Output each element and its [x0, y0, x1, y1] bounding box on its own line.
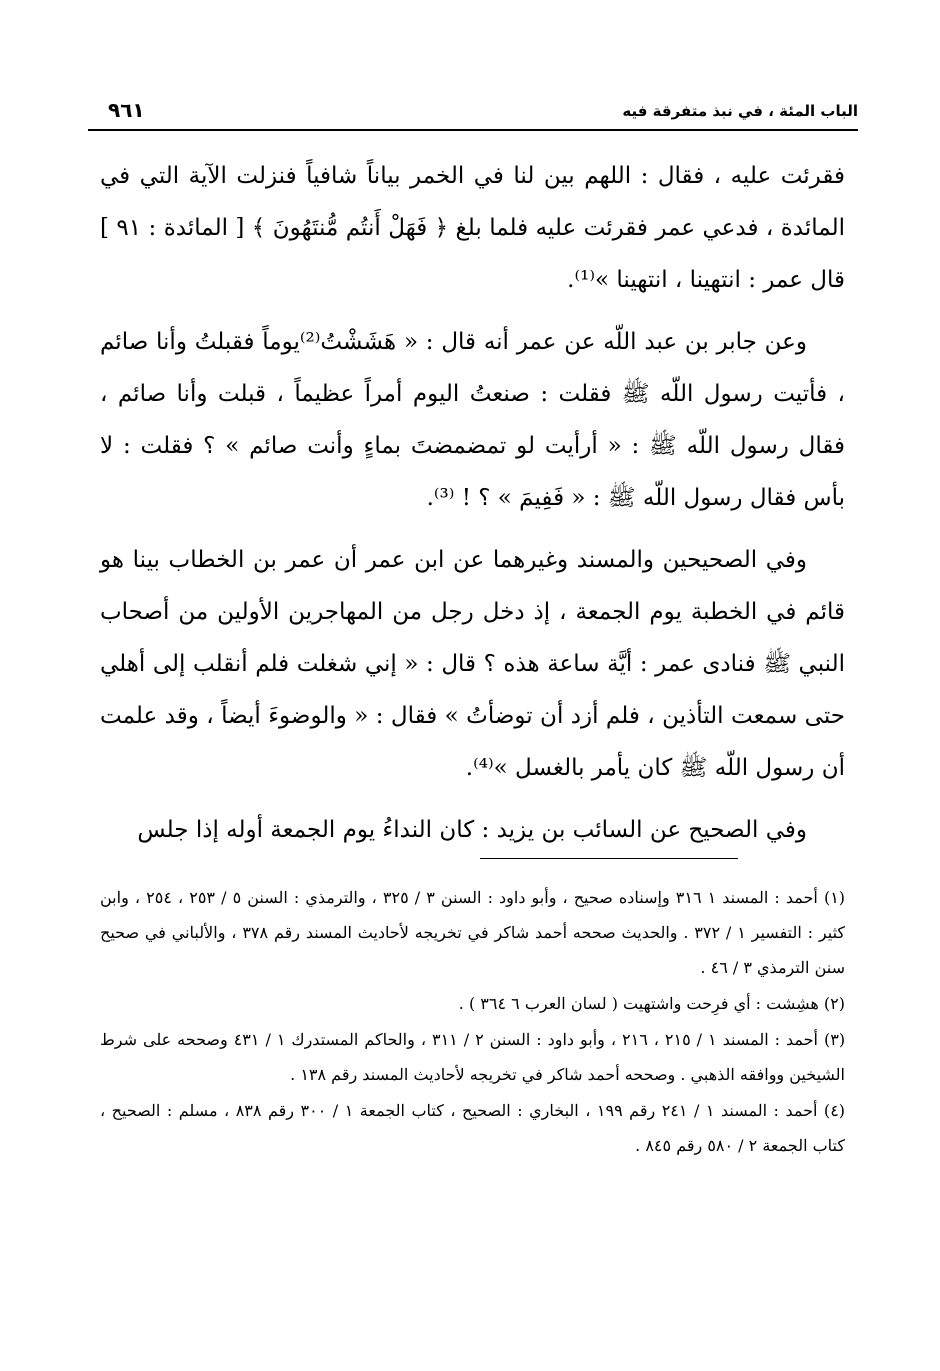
running-header — [88, 96, 858, 126]
main-text — [100, 150, 845, 866]
footnote-divider — [480, 858, 738, 859]
page-number: ٩٦١ — [108, 98, 145, 122]
paragraph: فقرئت عليه ، فقال : اللهم بين لنا في الخمر بياناً شافياً فنزلت الآية التي في المائدة ، فدعي عمر فقرئت عليه فلما بلغ ﴿ فَهَلْ أَنتُم مُّنتَهُونَ ﴾ [ المائدة : ٩١ ] قال عمر : انتهينا ، انتهينا »⁽¹⁾. — [100, 163, 845, 293]
paragraph: وفي الصحيحين والمسند وغيرهما عن ابن عمر أن عمر بن الخطاب بينا هو قائم في الخطبة يوم الجمعة ، إذ دخل رجل من المهاجرين الأولين من أصحاب النبي ﷺ فنادى عمر : أيَّة ساعة هذه ؟ قال : « إني شغلت فلم أنقلب إلى أهلي حتى سمعت التأذين ، فلم أزد أن توضأتُ » فقال : « والوضوءَ أيضاً ، وقد علمت أن رسول اللّه ﷺ كان يأمر بالغسل »⁽⁴⁾. — [100, 547, 845, 781]
chapter-title: الباب المئة ، في نبذ متفرقة فيه — [622, 102, 858, 120]
footnote: (٢) هشِشت : أي فرِحت واشتهيت ( لسان العرب ٦ ٣٦٤ ) . — [458, 994, 845, 1013]
footnote: (٤) أحمد : المسند ١ / ٢٤١ رقم ١٩٩ ، البخاري : الصحيح ، كتاب الجمعة ١ / ٣٠٠ رقم ٨٣٨ ، مسلم : الصحيح ، كتاب الجمعة ٢ / ٥٨٠ رقم ٨٤٥ . — [100, 1101, 846, 1155]
header-divider — [88, 129, 858, 131]
footnotes — [100, 880, 845, 1164]
paragraph: وفي الصحيح عن السائب بن يزيد : كان النداءُ يوم الجمعة أوله إذا جلس — [137, 817, 807, 843]
paragraph: وعن جابر بن عبد اللّه عن عمر أنه قال : « هَشَشْتُ⁽²⁾يوماً فقبلتُ وأنا صائم ، فأتيت رسول اللّه ﷺ فقلت : صنعتُ اليوم أمراً عظيماً ، قبلت وأنا صائم ، فقال رسول اللّه ﷺ : « أرأيت لو تمضمضتَ بماءٍ وأنت صائم » ؟ فقلت : لا بأس فقال رسول اللّه ﷺ : « فَفِيمَ » ؟ ! ⁽³⁾. — [100, 329, 845, 511]
footnote: (١) أحمد : المسند ١ ٣١٦ وإسناده صحيح ، وأبو داود : السنن ٣ / ٣٢٥ ، والترمذي : السنن ٥ / ٢٥٣ ، ٢٥٤ ، وابن كثير : التفسير ١ / ٣٧٢ . والحديث صححه أحمد شاكر في تخريجه لأحاديث المسند رقم ٣٧٨ ، والألباني في صحيح سنن الترمذي ٣ / ٤٦ . — [100, 888, 846, 977]
footnote: (٣) أحمد : المسند ١ / ٢١٥ ، ٢١٦ ، وأبو داود : السنن ٢ / ٣١١ ، والحاكم المستدرك ١ / ٤٣١ وصححه على شرط الشيخين ووافقه الذهبي . وصححه أحمد شاكر في تخريجه لأحاديث المسند رقم ١٣٨ . — [100, 1030, 846, 1084]
